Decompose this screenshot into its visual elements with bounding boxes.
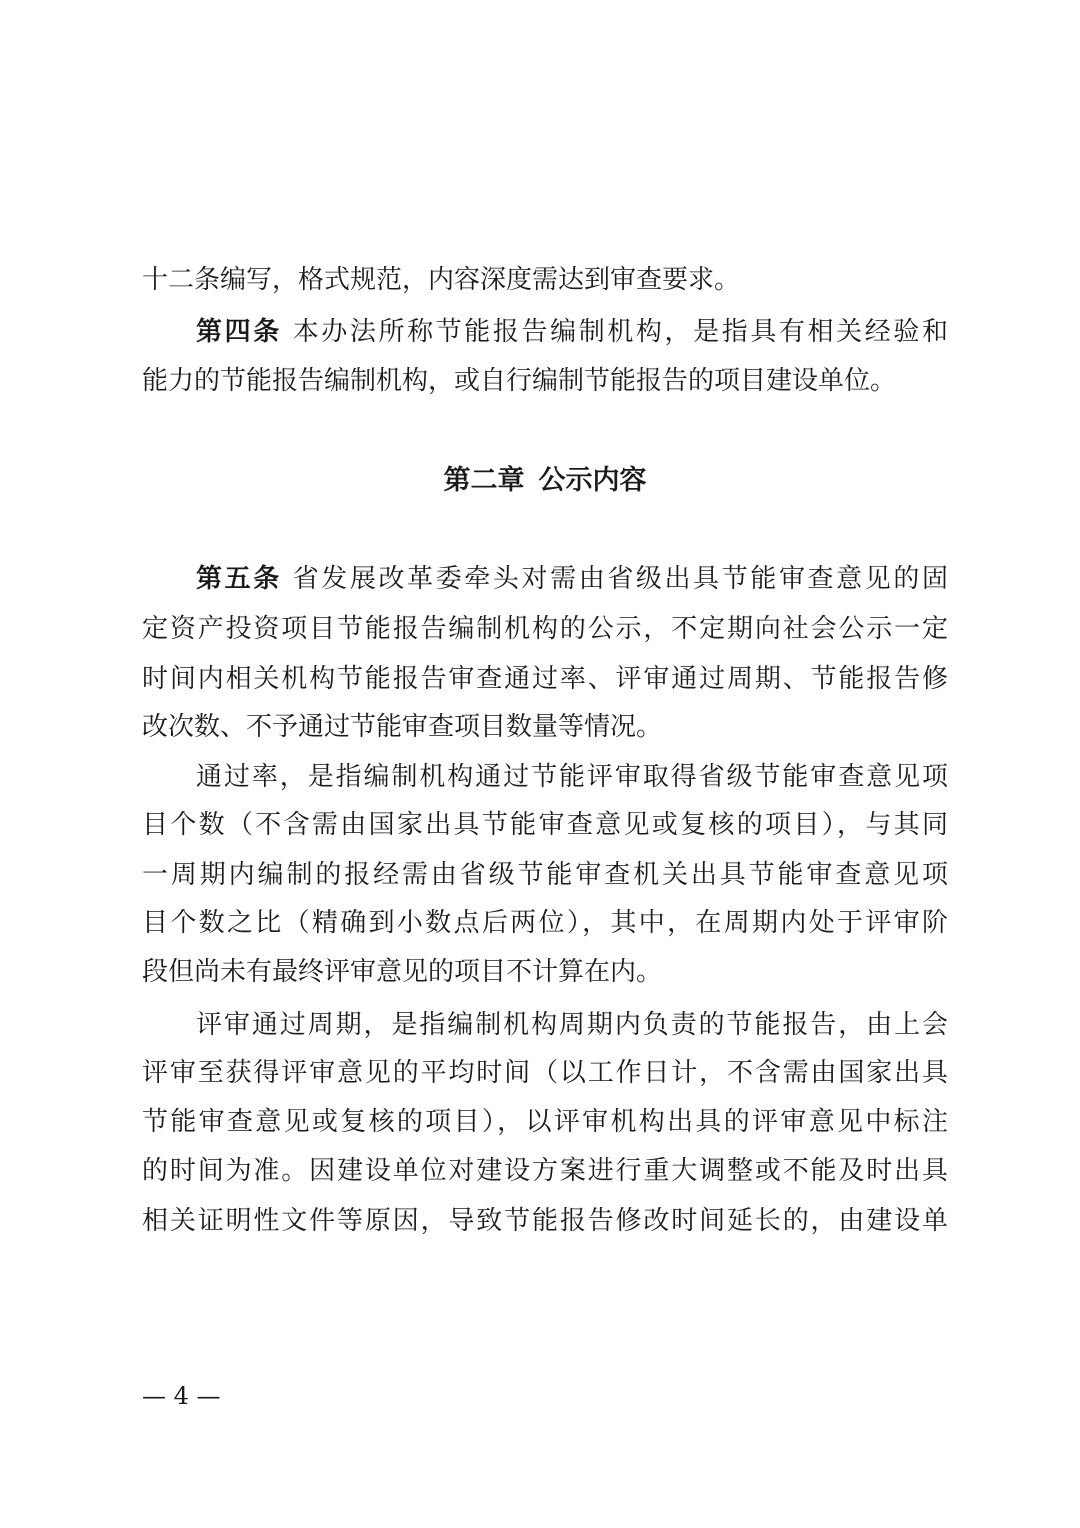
article-5-line-2: 定资产投资项目节能报告编制机构的公示，不定期向社会公示一定 — [142, 614, 948, 644]
review-cycle-line-1: 评审通过周期，是指编制机构周期内负责的节能报告，由上会 — [196, 1010, 948, 1040]
article-4-line-2: 能力的节能报告编制机构，或自行编制节能报告的项目建设单位。 — [142, 366, 897, 396]
article-4-text-1: 本办法所称节能报告编制机构，是指具有相关经验和 — [292, 317, 948, 347]
chapter-heading — [142, 456, 948, 506]
article-5-text-1: 省发展改革委牵头对需由省级出具节能审查意见的固 — [292, 564, 948, 594]
article-5-heading: 第五条 — [196, 564, 282, 594]
pass-rate-line-1: 通过率，是指编制机构通过节能评审取得省级节能审查意见项 — [196, 762, 948, 792]
pass-rate-line-3: 一周期内编制的报经需由省级节能审查机关出具节能审查意见项 — [142, 860, 948, 890]
pass-rate-line-4: 目个数之比（精确到小数点后两位），其中，在周期内处于评审阶 — [142, 908, 948, 938]
pass-rate-line-2: 目个数（不含需由国家出具节能审查意见或复核的项目），与其同 — [142, 810, 948, 840]
review-cycle-line-2: 评审至获得评审意见的平均时间（以工作日计，不含需由国家出具 — [142, 1058, 948, 1088]
review-cycle-line-5: 相关证明性文件等原因，导致节能报告修改时间延长的，由建设单 — [142, 1206, 948, 1236]
article-5-line-4: 改次数、不予通过节能审查项目数量等情况。 — [142, 712, 663, 742]
review-cycle-line-3: 节能审查意见或复核的项目），以评审机构出具的评审意见中标注 — [142, 1107, 948, 1137]
intro-line: 十二条编写，格式规范，内容深度需达到审查要求。 — [142, 265, 741, 295]
article-4-line-1 — [196, 307, 948, 357]
review-cycle-line-4: 的时间为准。因建设单位对建设方案进行重大调整或不能及时出具 — [142, 1156, 948, 1186]
chapter-number: 第二章 — [443, 465, 525, 496]
page-number: — 4 — — [142, 1382, 221, 1410]
chapter-title: 公示内容 — [538, 465, 647, 496]
article-5-line-1 — [196, 554, 948, 604]
article-5-line-3: 时间内相关机构节能报告审查通过率、评审通过周期、节能报告修 — [142, 664, 948, 694]
pass-rate-line-5: 段但尚未有最终评审意见的项目不计算在内。 — [142, 957, 663, 987]
article-4-heading: 第四条 — [196, 317, 282, 347]
